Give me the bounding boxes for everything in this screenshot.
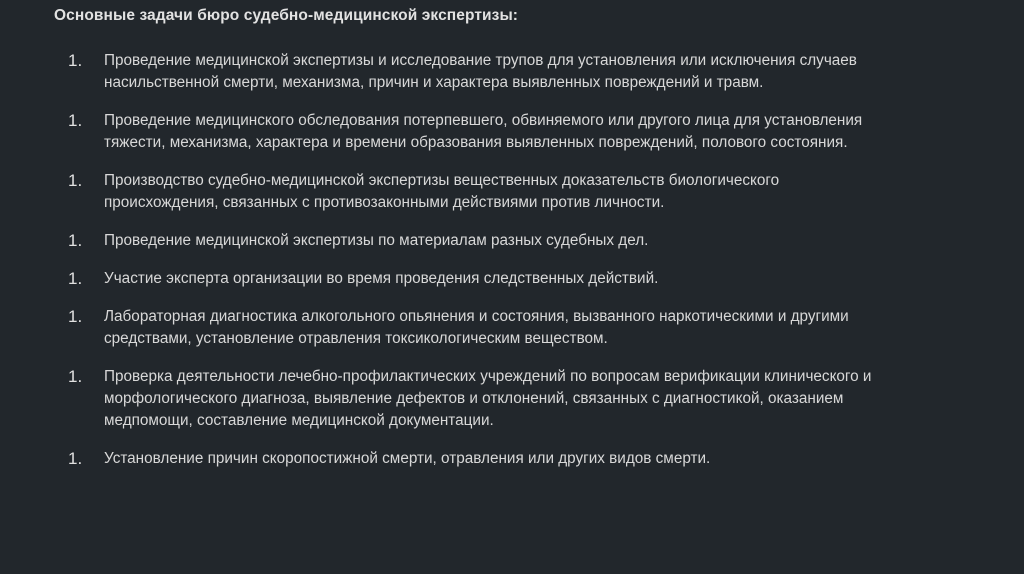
list-item	[68, 170, 988, 214]
list-item	[68, 230, 988, 252]
list-item-text: Производство судебно-медицинской экспертизы вещественных доказательств биологического происхождения, связанных с противозаконными действиями против личности.	[104, 172, 780, 211]
list-item-number: 1.	[68, 111, 83, 130]
list-item-number: 1.	[68, 269, 83, 288]
list-item-text: Установление причин скоропостижной смерти, отравления или других видов смерти.	[104, 450, 711, 467]
list-item-text: Лабораторная диагностика алкогольного опьянения и состояния, вызванного наркотическими и другими средствами, установление отравления токсикологическим веществом.	[104, 308, 849, 347]
tasks-list	[68, 50, 988, 486]
list-item	[68, 306, 988, 350]
list-item-number: 1.	[68, 51, 83, 70]
list-item-number: 1.	[68, 231, 83, 250]
list-item-text: Участие эксперта организации во время проведения следственных действий.	[104, 270, 659, 287]
list-item-text: Проведение медицинской экспертизы по материалам разных судебных дел.	[104, 232, 649, 249]
list-item-number: 1.	[68, 367, 83, 386]
list-item	[68, 110, 988, 154]
list-item-number: 1.	[68, 171, 83, 190]
list-item-number: 1.	[68, 307, 83, 326]
list-item-text: Проверка деятельности лечебно-профилактических учреждений по вопросам верификации клинического и морфологического диагноза, выявление дефектов и отклонений, связанных с диагностикой, оказанием медпомощи, составление медицинской документации.	[104, 368, 872, 429]
list-item	[68, 268, 988, 290]
list-item-text: Проведение медицинского обследования потерпевшего, обвиняемого или другого лица для установления тяжести, механизма, характера и времени образования выявленных повреждений, полового состояния.	[104, 112, 863, 151]
list-item-number: 1.	[68, 449, 83, 468]
slide-title: Основные задачи бюро судебно-медицинской экспертизы:	[54, 7, 519, 24]
list-item	[68, 50, 988, 94]
list-item-text: Проведение медицинской экспертизы и исследование трупов для установления или исключения случаев насильственной смерти, механизма, причин и характера выявленных повреждений и травм.	[104, 52, 857, 91]
list-item	[68, 448, 988, 470]
list-item	[68, 366, 988, 432]
